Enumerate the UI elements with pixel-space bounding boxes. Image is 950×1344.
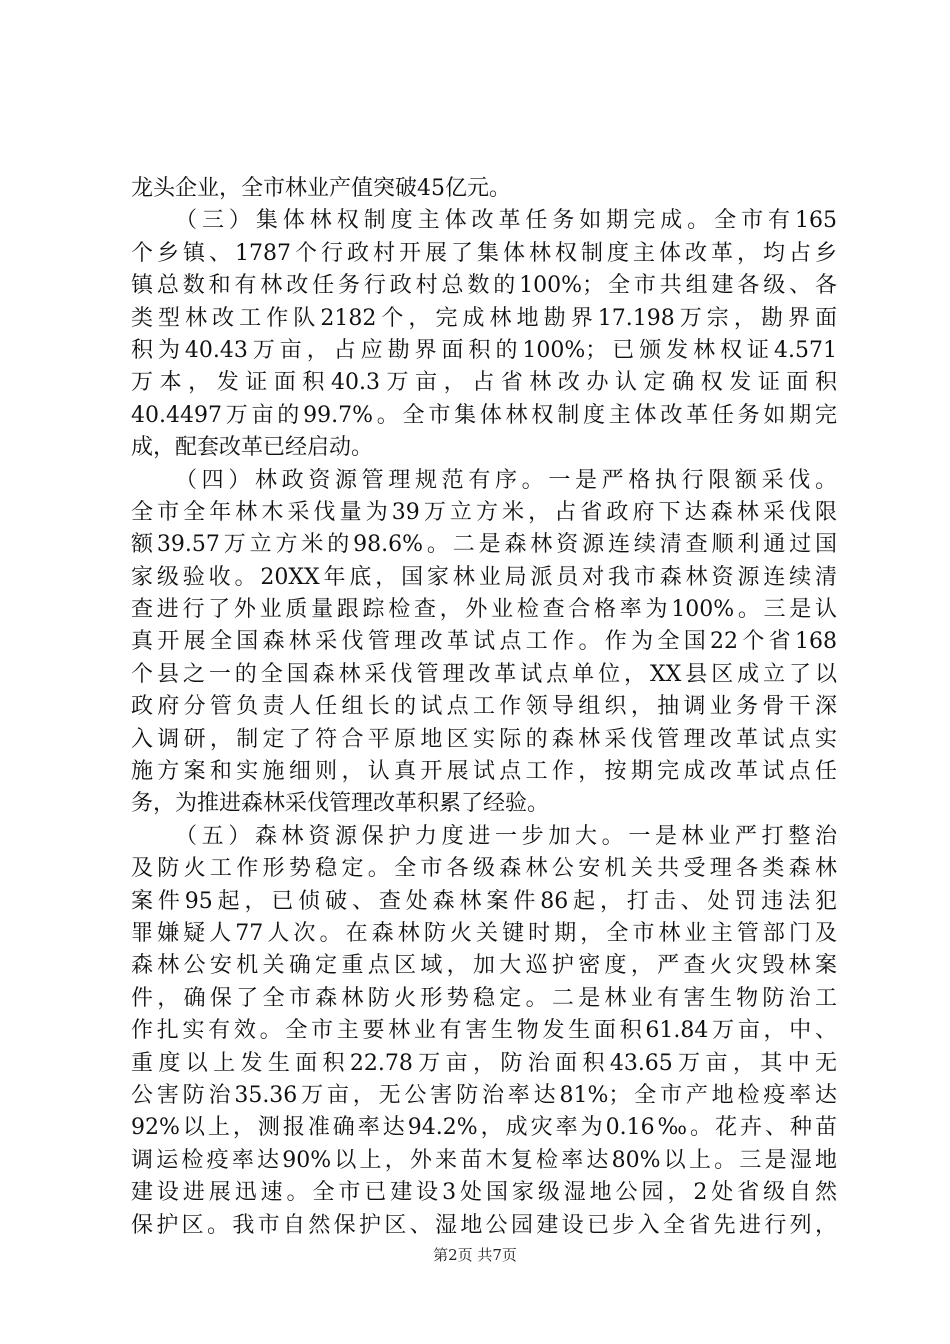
text-line: 40.4497万亩的99.7%。全市集体林权制度主体改革任务如期完 <box>131 402 837 428</box>
text-line: 额39.57万立方米的98.6%。二是森林资源连续清查顺利通过国 <box>131 532 837 558</box>
text-line: 公害防治35.36万亩，无公害防治率达81%；全市产地检疫率达 <box>131 1082 837 1108</box>
text-line: 家级验收。20XX年底，国家林业局派员对我市森林资源连续清 <box>131 564 837 590</box>
text-line: 作扎实有效。全市主要林业有害生物发生面积61.84万亩，中、 <box>131 1018 837 1044</box>
text-line: 重度以上发生面积22.78万亩，防治面积43.65万亩，其中无 <box>131 1050 837 1076</box>
text-line: 积为40.43万亩，占应勘界面积的100%；已颁发林权证4.571 <box>131 337 837 363</box>
text-line: 全市全年林木采伐量为39万立方米，占省政府下达森林采伐限 <box>131 499 837 525</box>
text-line: 查进行了外业质量跟踪检查，外业检查合格率为100%。三是认 <box>131 597 837 623</box>
text-line: 个乡镇、1787个行政村开展了集体林权制度主体改革，均占乡 <box>131 240 837 266</box>
text-line: 施方案和实施细则，认真开展试点工作，按期完成改革试点任 <box>131 759 837 785</box>
page-footer: 第2页 共7页 <box>433 1246 517 1264</box>
document-body <box>131 173 837 1242</box>
text-line: 罪嫌疑人77人次。在森林防火关键时期，全市林业主管部门及 <box>131 920 837 946</box>
text-line: 案件95起，已侦破、查处森林案件86起，打击、处罚违法犯 <box>131 888 837 914</box>
text-line: 成，配套改革已经启动。 <box>131 435 374 461</box>
text-line: 件，确保了全市森林防火形势稳定。二是林业有害生物防治工 <box>131 985 837 1011</box>
text-line: 建设进展迅速。全市已建设3处国家级湿地公园，2处省级自然 <box>131 1180 837 1206</box>
text-line: 及防火工作形势稳定。全市各级森林公安机关共受理各类森林 <box>131 856 837 882</box>
text-line: （四）林政资源管理规范有序。一是严格执行限额采伐。 <box>175 467 837 493</box>
text-line: （五）森林资源保护力度进一步加大。一是林业严打整治 <box>175 823 837 849</box>
text-line: 类型林改工作队2182个，完成林地勘界17.198万宗，勘界面 <box>131 305 837 331</box>
text-line: 92%以上，测报准确率达94.2%，成灾率为0.16‰。花卉、种苗 <box>131 1115 837 1141</box>
text-line: 调运检疫率达90%以上，外来苗木复检率达80%以上。三是湿地 <box>131 1147 837 1173</box>
text-line: 万本，发证面积40.3万亩，占省林改办认定确权发证面积 <box>131 370 837 396</box>
text-line: 入调研，制定了符合平原地区实际的森林采伐管理改革试点实 <box>131 726 837 752</box>
text-line: 务，为推进森林采伐管理改革积累了经验。 <box>131 791 550 817</box>
text-line: 镇总数和有林改任务行政村总数的100%；全市共组建各级、各 <box>131 273 837 299</box>
text-line: 个县之一的全国森林采伐管理改革试点单位，XX县区成立了以 <box>131 661 837 687</box>
text-line: 真开展全国森林采伐管理改革试点工作。作为全国22个省168 <box>131 629 837 655</box>
text-line: （三）集体林权制度主体改革任务如期完成。全市有165 <box>175 208 837 234</box>
text-line: 龙头企业，全市林业产值突破45亿元。 <box>131 176 511 201</box>
text-line: 保护区。我市自然保护区、湿地公园建设已步入全省先进行列， <box>131 1212 837 1238</box>
text-line: 政府分管负责人任组长的试点工作领导组织，抽调业务骨干深 <box>131 694 837 720</box>
text-line: 森林公安机关确定重点区域，加大巡护密度，严查火灾毁林案 <box>131 953 837 979</box>
